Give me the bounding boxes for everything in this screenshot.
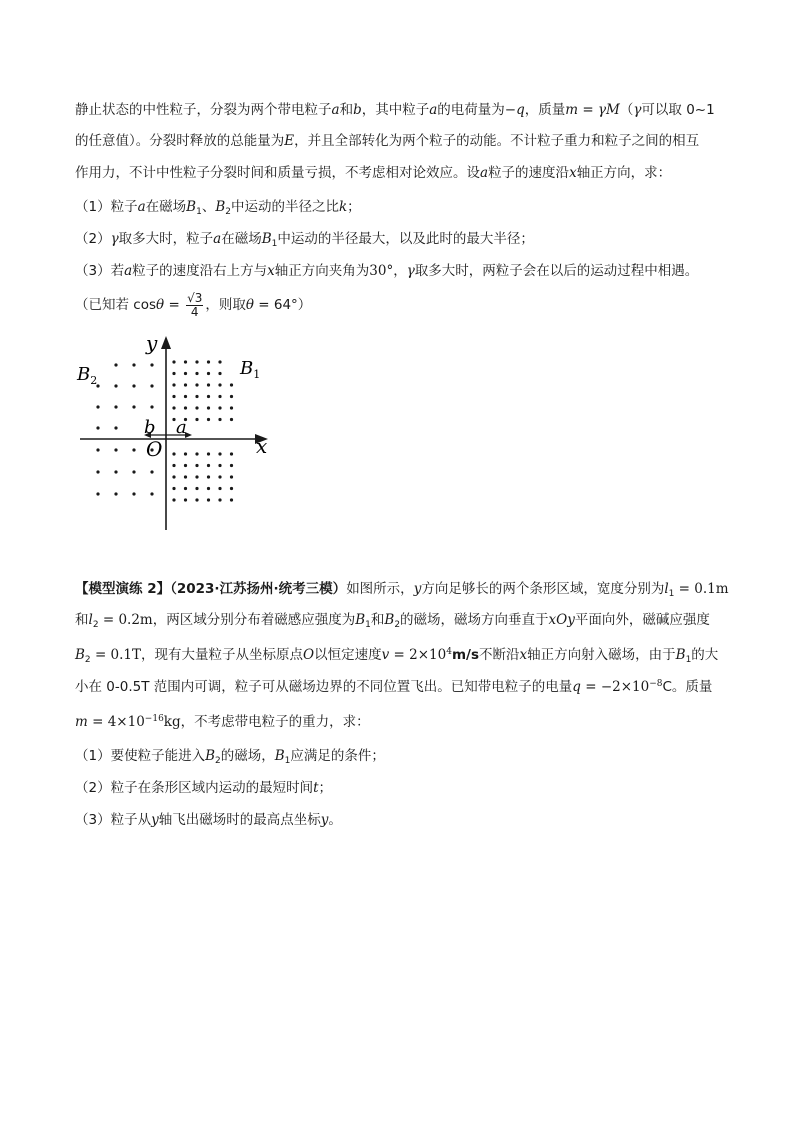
field-dot-B1 (195, 372, 198, 375)
field-dot-B1 (207, 475, 210, 478)
field-dot-B1 (184, 372, 187, 375)
field-dot-B1 (218, 475, 221, 478)
x-axis-label: x (256, 434, 268, 458)
var-a: a (137, 199, 146, 215)
superscript: 4 (446, 647, 452, 657)
field-dot-B1 (172, 487, 175, 490)
text: 的磁场，磁场方向垂直于 (400, 612, 549, 628)
field-dot-B2 (114, 448, 117, 451)
var-x: x (519, 647, 528, 663)
field-dot-B1 (195, 406, 198, 409)
field-dot-B1 (172, 498, 175, 501)
text: 轴正方向射入磁场，由于 (527, 647, 676, 663)
field-dot-B1 (230, 464, 233, 467)
field-dot-B1 (207, 360, 210, 363)
field-dot-B1 (230, 452, 233, 455)
problem2-question3 (75, 811, 342, 829)
fraction (186, 292, 203, 319)
B2-label (76, 364, 97, 387)
text: 和 (339, 102, 354, 118)
plane-xOy: xOy (548, 612, 575, 628)
text: 可以取 0~1 (641, 102, 715, 118)
text: 中运动的半径最大，以及此时的最大半径； (277, 231, 534, 247)
field-dot-B1 (195, 464, 198, 467)
subscript: 1 (668, 589, 675, 599)
text: 方向足够长的两个条形区域，宽度分别为 (421, 581, 665, 597)
var-B: B (261, 231, 272, 247)
text: 的大 (691, 647, 719, 663)
text: 应满足的条件； (290, 748, 385, 764)
fraction-denominator: 4 (190, 304, 199, 319)
field-dot-B2 (96, 492, 99, 495)
text: （已知若 cos (75, 297, 157, 313)
field-dot-B1 (184, 464, 187, 467)
text: 取多大时，两粒子会在以后的运动过程中相遇。 (414, 263, 699, 279)
m-unit: kg (163, 714, 181, 730)
field-dot-B1 (184, 487, 187, 490)
text: ； (347, 199, 361, 215)
problem-source: （2023·江苏扬州·统考三模） (170, 581, 347, 597)
var-theta: θ (156, 297, 165, 313)
var-a: a (331, 102, 340, 118)
text: 的磁场， (220, 748, 275, 764)
field-dot-B1 (218, 487, 221, 490)
var-B: B (355, 612, 366, 628)
field-dot-B1 (207, 383, 210, 386)
field-dot-B2 (96, 426, 99, 429)
superscript: −16 (144, 714, 164, 724)
text: 在磁场 (145, 199, 187, 215)
text: （3）若 (75, 263, 125, 279)
field-dot-B2 (150, 363, 153, 366)
text: ，现有大量粒子从坐标原点 (141, 647, 304, 663)
B1-letter: B (240, 358, 254, 379)
subscript: 2 (92, 620, 99, 630)
field-dot-B1 (207, 406, 210, 409)
B2-value: = 0.1T (90, 647, 142, 663)
var-B: B (205, 748, 216, 764)
subscript: 2 (215, 756, 221, 766)
text: ，质量 (524, 102, 566, 118)
var-l: l (88, 612, 93, 628)
field-dot-B2 (132, 363, 135, 366)
field-dot-B1 (207, 498, 210, 501)
problem1-line2 (75, 132, 699, 150)
B2-subscript: 2 (90, 374, 98, 387)
field-dot-B1 (230, 418, 233, 421)
problem2-line1 (75, 580, 729, 603)
text: 中运动的半径之比 (230, 199, 339, 215)
var-E: E (284, 133, 295, 149)
field-dot-B2 (96, 405, 99, 408)
text: ，其中粒子 (361, 102, 430, 118)
field-dot-B1 (230, 406, 233, 409)
text: 和 (75, 612, 89, 628)
field-dot-B1 (218, 464, 221, 467)
field-dot-B2 (132, 492, 135, 495)
B2-letter: B (77, 364, 91, 385)
field-dot-B1 (172, 372, 175, 375)
problem2-question1 (75, 747, 385, 770)
var-t: t (313, 780, 319, 796)
field-dot-B1 (184, 360, 187, 363)
l1-value: = 0.1m (674, 581, 729, 597)
text: （3）粒子从 (75, 812, 152, 828)
field-dot-B2 (150, 470, 153, 473)
var-v: v (381, 647, 390, 663)
field-dot-B1 (195, 418, 198, 421)
field-dot-B1 (230, 487, 233, 490)
field-dot-B1 (184, 498, 187, 501)
B1-subscript: 1 (253, 368, 261, 381)
problem1-question3 (75, 262, 698, 280)
field-dot-B1 (218, 498, 221, 501)
text: 静止状态的中性粒子，分裂为两个带电粒子 (75, 102, 332, 118)
field-dot-B1 (195, 498, 198, 501)
var-b: b (353, 102, 362, 118)
problem2-line4 (75, 675, 712, 696)
problem1-line1 (75, 101, 715, 119)
field-dot-B2 (96, 448, 99, 451)
subscript: 1 (196, 207, 202, 217)
var-a: a (480, 165, 489, 181)
field-dot-B2 (114, 405, 117, 408)
m-value: = 4×10 (87, 714, 145, 730)
var-B: B (675, 647, 686, 663)
text: 取多大时，粒子 (118, 231, 214, 247)
field-dot-B1 (172, 452, 175, 455)
magnetic-field-figure (70, 332, 280, 532)
field-dot-B1 (184, 395, 187, 398)
v-value: = 2×10 (389, 647, 447, 663)
particle-a-label: a (176, 417, 187, 438)
text: 粒子的速度沿右上方与 (132, 263, 268, 279)
text: ，并且全部转化为两个粒子的动能。不计粒子重力和粒子之间的相互 (294, 133, 700, 149)
text: 、 (201, 199, 216, 215)
problem1-hint (75, 290, 311, 320)
text: （1）粒子 (75, 199, 138, 215)
subscript: 2 (394, 620, 401, 630)
var-B: B (75, 647, 85, 663)
field-dot-B1 (184, 475, 187, 478)
field-dot-B1 (172, 475, 175, 478)
subscript: 2 (84, 655, 91, 665)
subscript: 1 (284, 756, 291, 766)
y-axis-label: y (146, 332, 158, 355)
text: 。 (328, 812, 342, 828)
problem1-question1 (75, 198, 361, 221)
fraction-numerator: √3 (187, 290, 203, 305)
field-dot-B1 (195, 452, 198, 455)
text: 轴正方向，求： (576, 165, 672, 181)
problem-title: 【模型演练 2】 (75, 581, 171, 597)
var-y: y (151, 812, 159, 828)
field-dot-B2 (132, 384, 135, 387)
field-dot-B1 (172, 406, 175, 409)
text: 的任意值）。分裂时释放的总能量为 (75, 133, 285, 149)
text: （2） (75, 231, 111, 247)
origin-label: O (146, 437, 163, 461)
text: 和 (370, 612, 385, 628)
field-dot-B1 (218, 452, 221, 455)
var-B: B (384, 612, 395, 628)
var-l: l (664, 581, 669, 597)
text: 不断沿 (479, 647, 520, 663)
field-dot-B1 (184, 406, 187, 409)
text: 在磁场 (221, 231, 262, 247)
problem2-line3 (75, 643, 718, 669)
var-x: x (569, 165, 577, 181)
field-dot-B2 (114, 492, 117, 495)
field-dot-B1 (207, 418, 210, 421)
text: = (164, 297, 185, 313)
text: 如图所示， (346, 581, 414, 597)
field-dot-B1 (184, 452, 187, 455)
text: 以恒定速度 (314, 647, 382, 663)
superscript: −8 (649, 679, 663, 689)
text: （1）要使粒子能进入 (75, 748, 206, 764)
field-dot-B1 (172, 464, 175, 467)
field-dot-B1 (172, 360, 175, 363)
var-a: a (213, 231, 222, 247)
text: 轴飞出磁场时的最高点坐标 (158, 812, 321, 828)
field-dot-B1 (230, 383, 233, 386)
var-a: a (124, 263, 133, 279)
var-gamma: γ (633, 102, 642, 118)
text: 作用力，不计中性粒子分裂时间和质量亏损，不考虑相对论效应。设 (75, 165, 480, 181)
field-dot-B2 (96, 470, 99, 473)
field-dot-B1 (218, 395, 221, 398)
field-dot-B1 (207, 487, 210, 490)
field-dot-B2 (132, 448, 135, 451)
field-dot-B1 (195, 475, 198, 478)
field-dot-B2 (114, 384, 117, 387)
q-unit: C。质量 (662, 679, 713, 695)
var-gamma: γ (406, 263, 415, 279)
field-dot-B1 (207, 452, 210, 455)
text: ，不考虑带电粒子的重力，求： (180, 714, 370, 730)
var-a: a (429, 102, 438, 118)
angle-value: 30° (369, 263, 394, 279)
field-dot-B2 (150, 492, 153, 495)
var-m: m (75, 714, 88, 730)
problem2-line5 (75, 710, 370, 731)
field-dot-B1 (207, 372, 210, 375)
text: 平面向外，磁碱应强度 (574, 612, 710, 628)
field-dot-B1 (230, 395, 233, 398)
q-value: = −2×10 (580, 679, 650, 695)
y-axis-arrow-icon (161, 336, 171, 349)
field-dot-B1 (218, 406, 221, 409)
subscript: 1 (685, 655, 692, 665)
text: ； (318, 780, 333, 796)
field-dot-B2 (150, 405, 153, 408)
var-k: k (338, 199, 348, 215)
charge-expr: −q (504, 102, 525, 118)
particle-b-label: b (144, 417, 156, 438)
field-dot-B1 (184, 383, 187, 386)
text: （2）粒子在条形区域内运动的最短时间 (75, 780, 314, 796)
field-dot-B1 (195, 360, 198, 363)
var-B: B (215, 199, 226, 215)
v-unit: m/s (451, 647, 480, 663)
l2-value: = 0.2m (98, 612, 153, 628)
text: 的电荷量为 (437, 102, 505, 118)
field-dot-B1 (230, 498, 233, 501)
field-dot-B1 (207, 464, 210, 467)
field-dot-B2 (132, 470, 135, 473)
field-dot-B1 (195, 395, 198, 398)
field-dot-B2 (114, 363, 117, 366)
subscript: 1 (365, 620, 371, 630)
field-dot-B1 (207, 395, 210, 398)
field-dot-B1 (218, 383, 221, 386)
field-dot-B1 (172, 383, 175, 386)
text: 轴正方向夹角为 (274, 263, 370, 279)
problem1-line3 (75, 164, 671, 182)
field-dot-B1 (172, 395, 175, 398)
field-dot-B1 (218, 372, 221, 375)
problem2-question2 (75, 779, 332, 797)
var-B: B (274, 748, 285, 764)
mass-formula: m = γM (565, 102, 620, 118)
text: ，两区域分别分布着磁感应强度为 (152, 612, 356, 628)
var-x: x (267, 263, 275, 279)
field-dot-B2 (132, 405, 135, 408)
field-dot-B1 (230, 475, 233, 478)
subscript: 1 (271, 239, 278, 249)
field-dot-B1 (195, 383, 198, 386)
B1-label (239, 358, 260, 381)
text: 小在 0-0.5T 范围内可调，粒子可从磁场边界的不同位置飞出。已知带电粒子的电量 (75, 679, 573, 695)
field-dot-B2 (114, 426, 117, 429)
var-y: y (413, 581, 422, 597)
problem1-question2 (75, 230, 534, 253)
var-theta: θ (245, 297, 254, 313)
var-q: q (572, 679, 581, 695)
field-dot-B1 (195, 487, 198, 490)
field-dot-B2 (114, 470, 117, 473)
field-dot-B1 (218, 360, 221, 363)
text: 粒子的速度沿 (488, 165, 570, 181)
text: ， (393, 263, 407, 279)
text: ，则取 (205, 297, 246, 313)
field-dot-B1 (218, 418, 221, 421)
var-gamma: γ (110, 231, 119, 247)
var-O: O (303, 647, 315, 663)
subscript: 2 (225, 207, 231, 217)
var-y: y (320, 812, 329, 828)
text: = 64°） (253, 297, 312, 313)
text: （ (619, 102, 634, 118)
problem2-line2 (75, 611, 710, 634)
var-B: B (186, 199, 197, 215)
field-dot-B2 (150, 384, 153, 387)
